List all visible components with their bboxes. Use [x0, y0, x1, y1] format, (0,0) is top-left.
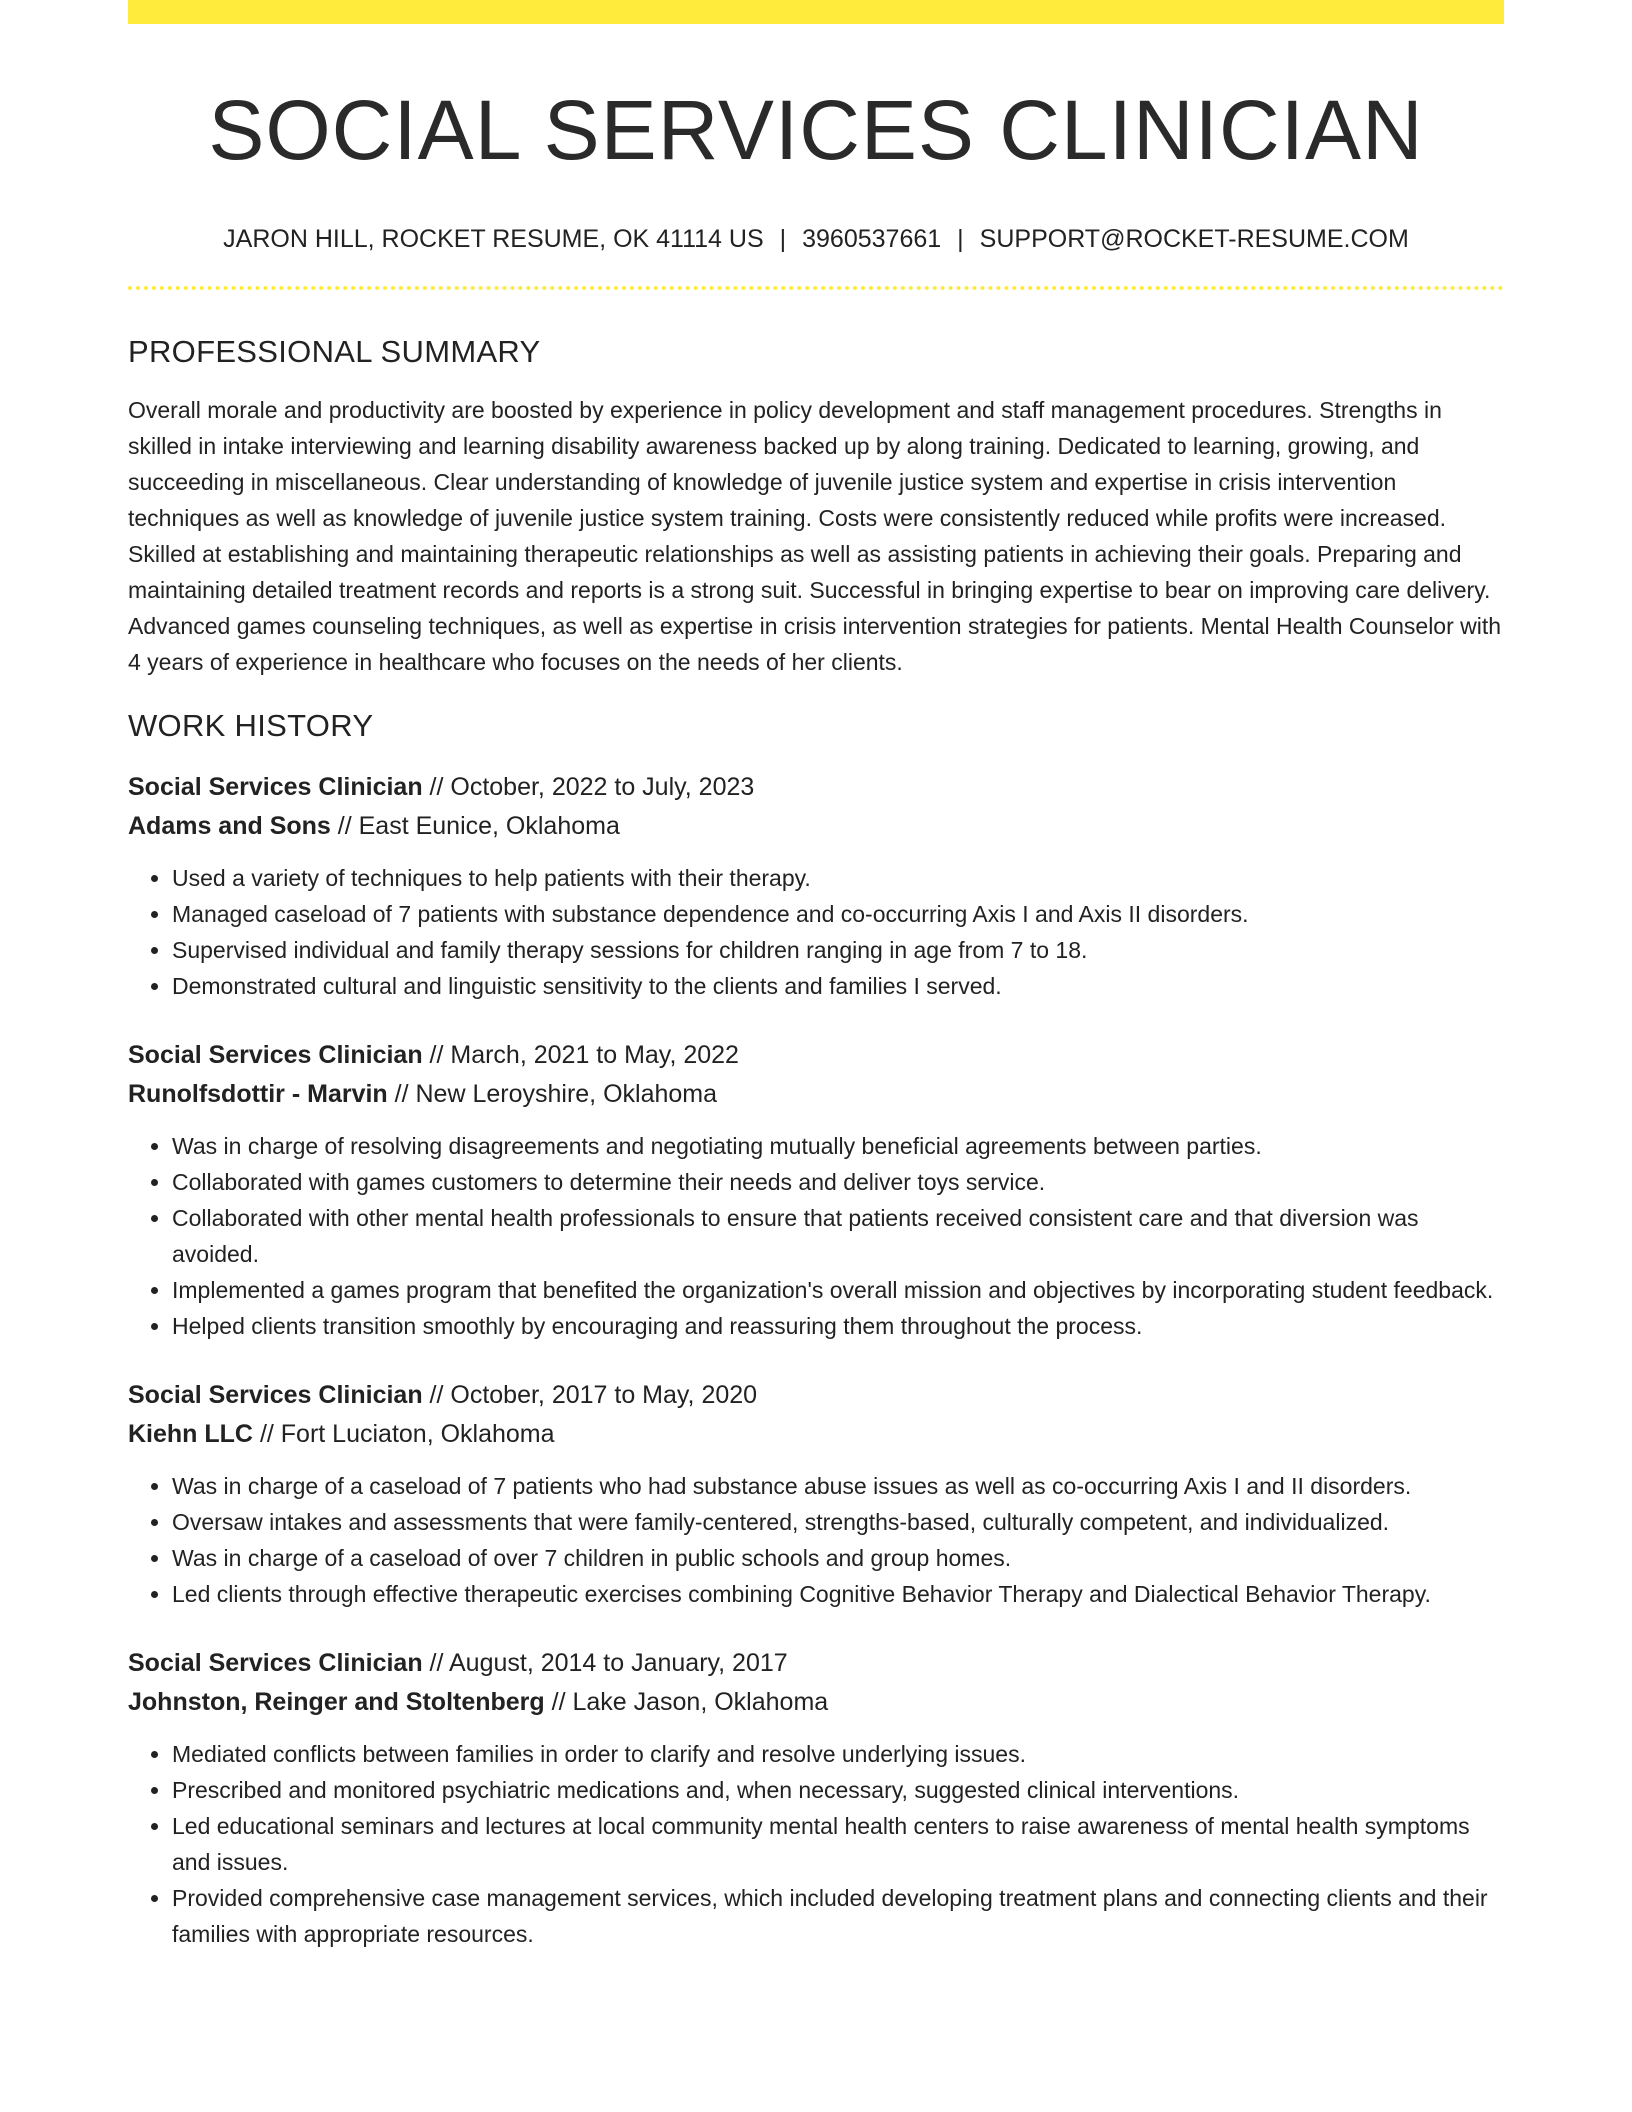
job-bullet-item: • Led educational seminars and lectures at local community mental health centers to raise awareness of mental health symptoms and issues.: [172, 1808, 1504, 1880]
job-entry: [128, 1036, 1504, 1344]
job-role: Social Services Clinician: [128, 773, 423, 801]
job-company-line: [128, 807, 1504, 846]
job-company-line: [128, 1075, 1504, 1114]
job-bullet-item: • Helped clients transition smoothly by encouraging and reassuring them throughout the process.: [172, 1308, 1504, 1344]
work-history-heading: WORK HISTORY: [128, 708, 374, 743]
job-bullets: [128, 1128, 1504, 1344]
job-bullet-item: • Demonstrated cultural and linguistic sensitivity to the clients and families I served.: [172, 968, 1504, 1004]
job-bullet-item: • Supervised individual and family therapy sessions for children ranging in age from 7 to 18.: [172, 932, 1504, 968]
job-company: Runolfsdottir - Marvin: [128, 1080, 388, 1108]
resume-title: SOCIAL SERVICES CLINICIAN: [208, 83, 1424, 177]
job-bullet-item: • Prescribed and monitored psychiatric medications and, when necessary, suggested clinical interventions.: [172, 1772, 1504, 1808]
job-location: // Fort Luciaton, Oklahoma: [253, 1420, 555, 1448]
top-accent-bar: [128, 0, 1504, 24]
job-dates: // August, 2014 to January, 2017: [422, 1649, 788, 1677]
job-role: Social Services Clinician: [128, 1649, 423, 1677]
job-bullet-item: • Managed caseload of 7 patients with substance dependence and co-occurring Axis I and Axis II disorders.: [172, 896, 1504, 932]
job-bullets: [128, 1736, 1504, 1952]
job-company-line: [128, 1683, 1504, 1722]
contact-address: JARON HILL, ROCKET RESUME, OK 41114 US: [223, 225, 764, 253]
job-bullet-item: • Was in charge of resolving disagreements and negotiating mutually beneficial agreements between parties.: [172, 1128, 1504, 1164]
dotted-divider: [128, 286, 1504, 290]
job-role: Social Services Clinician: [128, 1041, 423, 1069]
contact-separator: |: [957, 225, 964, 253]
job-role-line: [128, 768, 1504, 807]
job-bullet-item: • Collaborated with other mental health professionals to ensure that patients received consistent care and that diversion was avoided.: [172, 1200, 1504, 1272]
job-dates: // October, 2017 to May, 2020: [422, 1381, 758, 1409]
job-bullet-item: • Collaborated with games customers to determine their needs and deliver toys service.: [172, 1164, 1504, 1200]
job-bullet-item: • Mediated conflicts between families in order to clarify and resolve underlying issues.: [172, 1736, 1504, 1772]
job-role: Social Services Clinician: [128, 1381, 423, 1409]
job-location: // East Eunice, Oklahoma: [330, 812, 620, 840]
job-entry: [128, 1376, 1504, 1612]
job-bullet-item: • Was in charge of a caseload of over 7 children in public schools and group homes.: [172, 1540, 1504, 1576]
job-bullets: [128, 1468, 1504, 1612]
job-location: // New Leroyshire, Oklahoma: [387, 1080, 718, 1108]
job-dates: // March, 2021 to May, 2022: [422, 1041, 739, 1069]
job-bullet-item: • Was in charge of a caseload of 7 patients who had substance abuse issues as well as co-occurring Axis I and II disorders.: [172, 1468, 1504, 1504]
job-bullets: [128, 860, 1504, 1004]
contact-email: SUPPORT@ROCKET-RESUME.COM: [979, 225, 1409, 253]
summary-text: Overall morale and productivity are boosted by experience in policy development and staff management procedures. Strengths in skilled in intake interviewing and learning disability awareness backed up by along training. Dedicated to learning, growing, and succeeding in miscellaneous. Clear understanding of knowledge of juvenile justice system and expertise in crisis intervention techniques as well as knowledge of juvenile justice system training. Costs were consistently reduced while profits were increased. Skilled at establishing and maintaining therapeutic relationships as well as assisting patients in achieving their goals. Preparing and maintaining detailed treatment records and reports is a strong suit. Successful in bringing expertise to bear on improving care delivery. Advanced games counseling techniques, as well as expertise in crisis intervention strategies for patients. Mental Health Counselor with 4 years of experience in healthcare who focuses on the needs of her clients.: [128, 397, 1502, 675]
summary-heading: PROFESSIONAL SUMMARY: [128, 334, 541, 369]
job-company-line: [128, 1415, 1504, 1454]
job-company: Adams and Sons: [128, 812, 331, 840]
job-role-line: [128, 1644, 1504, 1683]
contact-phone: 3960537661: [802, 225, 942, 253]
job-entry: [128, 1644, 1504, 1952]
job-entry: [128, 768, 1504, 1004]
job-role-line: [128, 1036, 1504, 1075]
work-history-list: [128, 768, 1504, 1952]
job-role-line: [128, 1376, 1504, 1415]
job-company: Kiehn LLC: [128, 1420, 253, 1448]
contact-line: [128, 224, 1504, 254]
job-bullet-item: • Led clients through effective therapeutic exercises combining Cognitive Behavior Therapy and Dialectical Behavior Therapy.: [172, 1576, 1504, 1612]
resume-page: [128, 0, 1504, 1952]
job-location: // Lake Jason, Oklahoma: [544, 1688, 829, 1716]
job-bullet-item: • Used a variety of techniques to help patients with their therapy.: [172, 860, 1504, 896]
job-bullet-item: • Provided comprehensive case management services, which included developing treatment plans and connecting clients and their families with appropriate resources.: [172, 1880, 1504, 1952]
job-company: Johnston, Reinger and Stoltenberg: [128, 1688, 545, 1716]
contact-separator: |: [779, 225, 787, 253]
job-bullet-item: • Implemented a games program that benefited the organization's overall mission and objectives by incorporating student feedback.: [172, 1272, 1504, 1308]
job-dates: // October, 2022 to July, 2023: [422, 773, 755, 801]
job-bullet-item: • Oversaw intakes and assessments that were family-centered, strengths-based, culturally competent, and individualized.: [172, 1504, 1504, 1540]
